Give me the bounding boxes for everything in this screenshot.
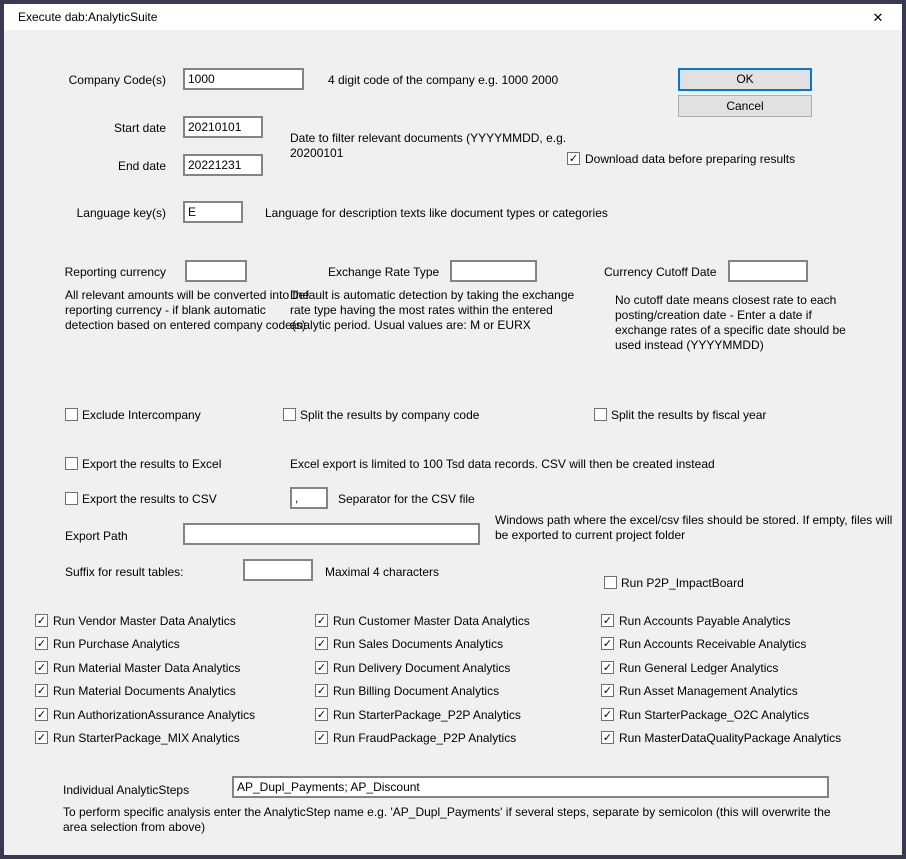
suffix-label: Suffix for result tables: <box>65 565 184 579</box>
reporting-currency-input[interactable] <box>185 260 247 282</box>
run-analytics-label[interactable]: Run General Ledger Analytics <box>619 661 779 675</box>
close-icon[interactable]: ✕ <box>872 10 884 25</box>
run-analytics-label[interactable]: Run Material Master Data Analytics <box>53 661 241 675</box>
export-csv-checkbox[interactable] <box>65 492 78 505</box>
currency-cutoff-date-label: Currency Cutoff Date <box>604 265 717 279</box>
date-help: Date to filter relevant documents (YYYYMMDD, e.g. 20200101 <box>290 131 567 160</box>
run-analytics-checkbox[interactable]: ✓ <box>36 638 47 650</box>
split-company-code-checkbox[interactable] <box>283 408 296 421</box>
excel-export-note: Excel export is limited to 100 Tsd data records. CSV will then be created instead <box>290 457 715 471</box>
split-fiscal-year-checkbox[interactable] <box>594 408 607 421</box>
run-analytics-label[interactable]: Run Delivery Document Analytics <box>333 661 511 675</box>
run-analytics-checkbox[interactable]: ✓ <box>602 685 613 697</box>
export-path-input[interactable] <box>183 523 480 545</box>
suffix-input[interactable] <box>243 559 313 581</box>
run-analytics-checkbox[interactable]: ✓ <box>602 638 613 650</box>
individual-analyticsteps-input[interactable] <box>232 776 829 798</box>
run-analytics-label[interactable]: Run Material Documents Analytics <box>53 684 236 698</box>
run-analytics-checkbox[interactable]: ✓ <box>316 685 327 697</box>
run-analytics-label[interactable]: Run FraudPackage_P2P Analytics <box>333 731 517 745</box>
run-analytics-checkbox[interactable]: ✓ <box>316 662 327 674</box>
reporting-currency-help: All relevant amounts will be converted into the reporting currency - if blank automatic detection based on entered company code(s) <box>65 288 310 332</box>
title-bar <box>4 4 902 30</box>
start-date-label: Start date <box>113 121 166 135</box>
run-analytics-label[interactable]: Run MasterDataQualityPackage Analytics <box>619 731 842 745</box>
run-analytics-label[interactable]: Run Accounts Payable Analytics <box>619 614 791 628</box>
csv-separator-help: Separator for the CSV file <box>338 492 475 506</box>
split-fiscal-year-label[interactable]: Split the results by fiscal year <box>611 408 767 422</box>
run-analytics-label[interactable]: Run StarterPackage_P2P Analytics <box>333 708 521 722</box>
cancel-button[interactable]: Cancel <box>678 95 812 117</box>
run-analytics-checkbox[interactable]: ✓ <box>602 615 613 627</box>
split-company-code-label[interactable]: Split the results by company code <box>300 408 480 422</box>
language-key-help: Language for description texts like document types or categories <box>265 206 608 220</box>
run-analytics-checkbox[interactable]: ✓ <box>602 662 613 674</box>
exchange-rate-type-label: Exchange Rate Type <box>328 265 440 279</box>
exclude-intercompany-label[interactable]: Exclude Intercompany <box>82 408 201 422</box>
individual-steps-label: Individual AnalyticSteps <box>63 783 190 797</box>
run-analytics-label[interactable]: Run Purchase Analytics <box>53 637 180 651</box>
download-data-label[interactable]: Download data before preparing results <box>585 152 796 166</box>
csv-separator-input[interactable] <box>290 487 328 509</box>
export-excel-checkbox[interactable] <box>65 457 78 470</box>
company-code-label: Company Code(s) <box>68 73 166 87</box>
run-analytics-label[interactable]: Run Sales Documents Analytics <box>333 637 504 651</box>
p2p-impactboard-label[interactable]: Run P2P_ImpactBoard <box>621 576 744 590</box>
run-analytics-checkbox[interactable]: ✓ <box>36 685 47 697</box>
start-date-input[interactable] <box>183 116 263 138</box>
dialog-title: Execute dab:AnalyticSuite <box>18 10 158 24</box>
run-analytics-checkbox[interactable]: ✓ <box>36 662 47 674</box>
run-analytics-checkbox[interactable]: ✓ <box>316 732 327 744</box>
download-data-checkbox[interactable]: ✓ <box>568 153 579 165</box>
export-path-help: Windows path where the excel/csv files should be stored. If empty, files will be exported to current project folder <box>495 513 893 542</box>
ok-button[interactable]: OK <box>678 68 812 91</box>
run-analytics-label[interactable]: Run Accounts Receivable Analytics <box>619 637 807 651</box>
exchange-rate-type-help: Default is automatic detection by taking the exchange rate type having the most rates within the entered analytic period. Usual values are: M or EURX <box>290 288 575 332</box>
run-analytics-label[interactable]: Run Customer Master Data Analytics <box>333 614 530 628</box>
language-key-label: Language key(s) <box>76 206 166 220</box>
run-analytics-checkbox[interactable]: ✓ <box>36 615 47 627</box>
end-date-input[interactable] <box>183 154 263 176</box>
company-code-help: 4 digit code of the company e.g. 1000 2000 <box>328 73 559 87</box>
run-analytics-checkbox[interactable]: ✓ <box>316 638 327 650</box>
exchange-rate-type-input[interactable] <box>450 260 537 282</box>
export-path-label: Export Path <box>65 529 128 543</box>
run-analytics-checkbox[interactable]: ✓ <box>36 732 47 744</box>
currency-cutoff-date-input[interactable] <box>728 260 808 282</box>
reporting-currency-label: Reporting currency <box>64 265 166 279</box>
individual-steps-help: To perform specific analysis enter the AnalyticStep name e.g. 'AP_Dupl_Payments' if several steps, separate by semicolon (this will overwrite the area selection from above) <box>63 805 831 834</box>
currency-cutoff-date-help: No cutoff date means closest rate to each posting/creation date - Enter a date if exchange rates of a specific date should be used instead (YYYYMMDD) <box>615 293 846 352</box>
run-analytics-label[interactable]: Run StarterPackage_MIX Analytics <box>53 731 240 745</box>
run-analytics-label[interactable]: Run StarterPackage_O2C Analytics <box>619 708 810 722</box>
language-key-input[interactable] <box>183 201 243 223</box>
p2p-impactboard-checkbox[interactable] <box>604 576 617 589</box>
run-analytics-label[interactable]: Run Asset Management Analytics <box>619 684 798 698</box>
export-csv-label[interactable]: Export the results to CSV <box>82 492 217 506</box>
company-code-input[interactable] <box>183 68 304 90</box>
exclude-intercompany-checkbox[interactable] <box>65 408 78 421</box>
run-analytics-checkbox[interactable]: ✓ <box>316 709 327 721</box>
run-analytics-checkbox[interactable]: ✓ <box>36 709 47 721</box>
run-analytics-checkbox[interactable]: ✓ <box>602 732 613 744</box>
run-analytics-label[interactable]: Run AuthorizationAssurance Analytics <box>53 708 256 722</box>
suffix-help: Maximal 4 characters <box>325 565 440 579</box>
run-analytics-label[interactable]: Run Vendor Master Data Analytics <box>53 614 236 628</box>
run-analytics-label[interactable]: Run Billing Document Analytics <box>333 684 500 698</box>
end-date-label: End date <box>117 159 166 173</box>
run-analytics-checkbox[interactable]: ✓ <box>316 615 327 627</box>
export-excel-label[interactable]: Export the results to Excel <box>82 457 222 471</box>
run-analytics-checkbox[interactable]: ✓ <box>602 709 613 721</box>
